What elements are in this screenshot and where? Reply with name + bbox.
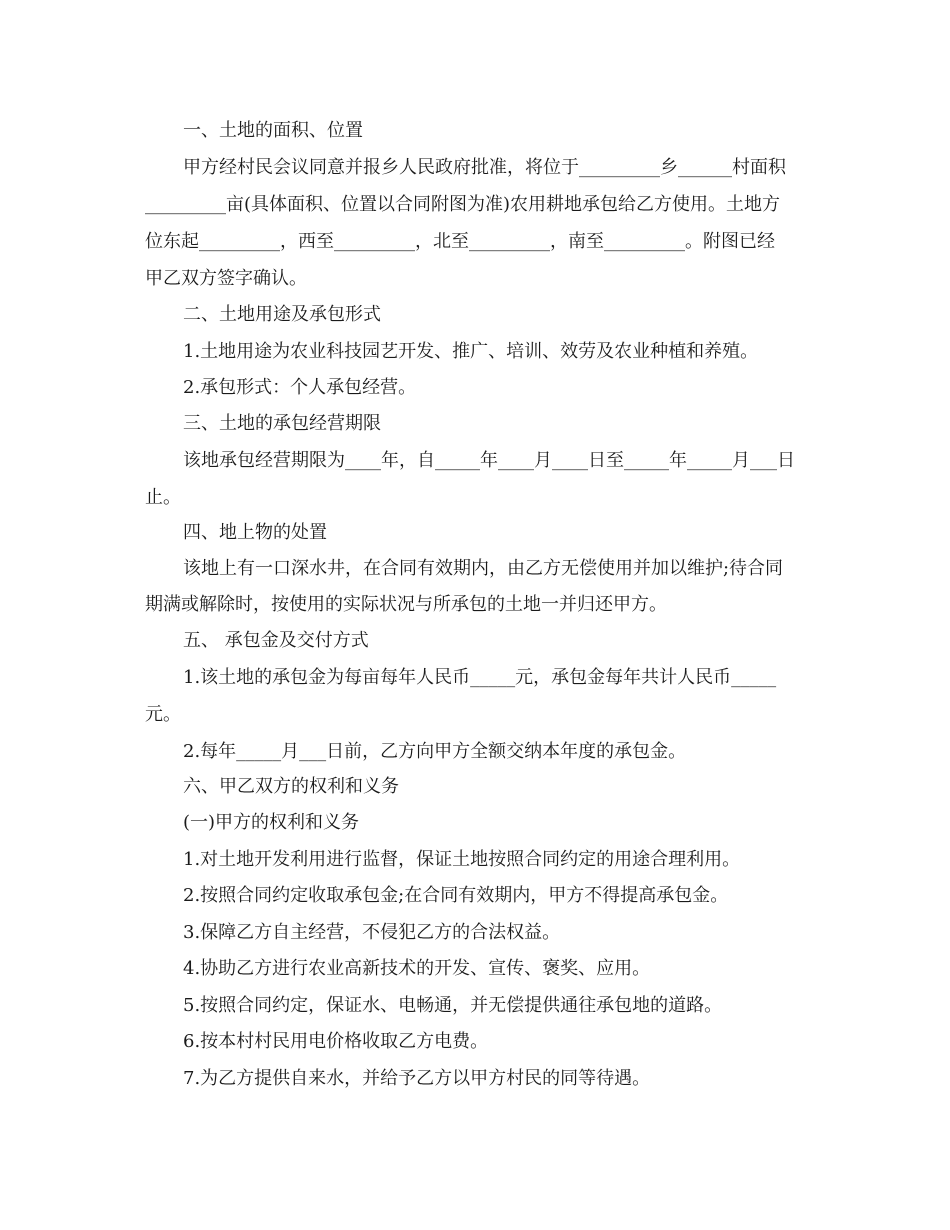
list-item: 7.为乙方提供自来水，并给予乙方以甲方村民的同等待遇。 <box>183 1068 651 1089</box>
subsection-heading: (一)甲方的权利和义务 <box>183 812 360 833</box>
paragraph-line: 位东起_________，西至_________，北至_________，南至_________。附图已经 <box>145 231 775 252</box>
section-heading-1: 一、土地的面积、位置 <box>183 120 363 141</box>
paragraph-line: 甲方经村民会议同意并报乡人民政府批准，将位于_________乡______村面积 <box>183 157 786 178</box>
section-heading-6: 六、甲乙双方的权利和义务 <box>183 776 399 797</box>
list-item: 5.按照合同约定，保证水、电畅通，并无偿提供通往承包地的道路。 <box>183 995 723 1016</box>
paragraph-line: 期满或解除时，按使用的实际状况与所承包的土地一并归还甲方。 <box>145 594 667 615</box>
section-heading-3: 三、土地的承包经营期限 <box>183 413 381 434</box>
paragraph-line: 止。 <box>145 487 181 508</box>
paragraph-line: _________亩(具体面积、位置以合同附图为准)农用耕地承包给乙方使用。土地方 <box>145 194 781 215</box>
paragraph-line: 甲乙双方签字确认。 <box>145 268 307 289</box>
paragraph-line: 2.承包形式：个人承包经营。 <box>183 377 417 398</box>
list-item: 1.对土地开发利用进行监督，保证土地按照合同约定的用途合理利用。 <box>183 849 741 870</box>
list-item: 2.按照合同约定收取承包金;在合同有效期内，甲方不得提高承包金。 <box>183 885 729 906</box>
paragraph-line: 元。 <box>145 704 181 725</box>
paragraph-line: 该地承包经营期限为____年，自_____年____月____日至_____年_____月___日 <box>183 450 795 471</box>
paragraph-line: 2.每年_____月___日前，乙方向甲方全额交纳本年度的承包金。 <box>183 741 687 762</box>
paragraph-line: 该地上有一口深水井，在合同有效期内，由乙方无偿使用并加以维护;待合同 <box>183 558 784 579</box>
list-item: 6.按本村村民用电价格收取乙方电费。 <box>183 1031 489 1052</box>
paragraph-line: 1.土地用途为农业科技园艺开发、推广、培训、效劳及农业种植和养殖。 <box>183 341 759 362</box>
list-item: 3.保障乙方自主经营，不侵犯乙方的合法权益。 <box>183 922 561 943</box>
paragraph-line: 1.该土地的承包金为每亩每年人民币_____元，承包金每年共计人民币_____ <box>183 667 777 688</box>
section-heading-2: 二、土地用途及承包形式 <box>183 304 381 325</box>
section-heading-4: 四、地上物的处置 <box>183 522 327 543</box>
section-heading-5: 五、 承包金及交付方式 <box>183 630 369 651</box>
list-item: 4.协助乙方进行农业高新技术的开发、宣传、褒奖、应用。 <box>183 958 651 979</box>
